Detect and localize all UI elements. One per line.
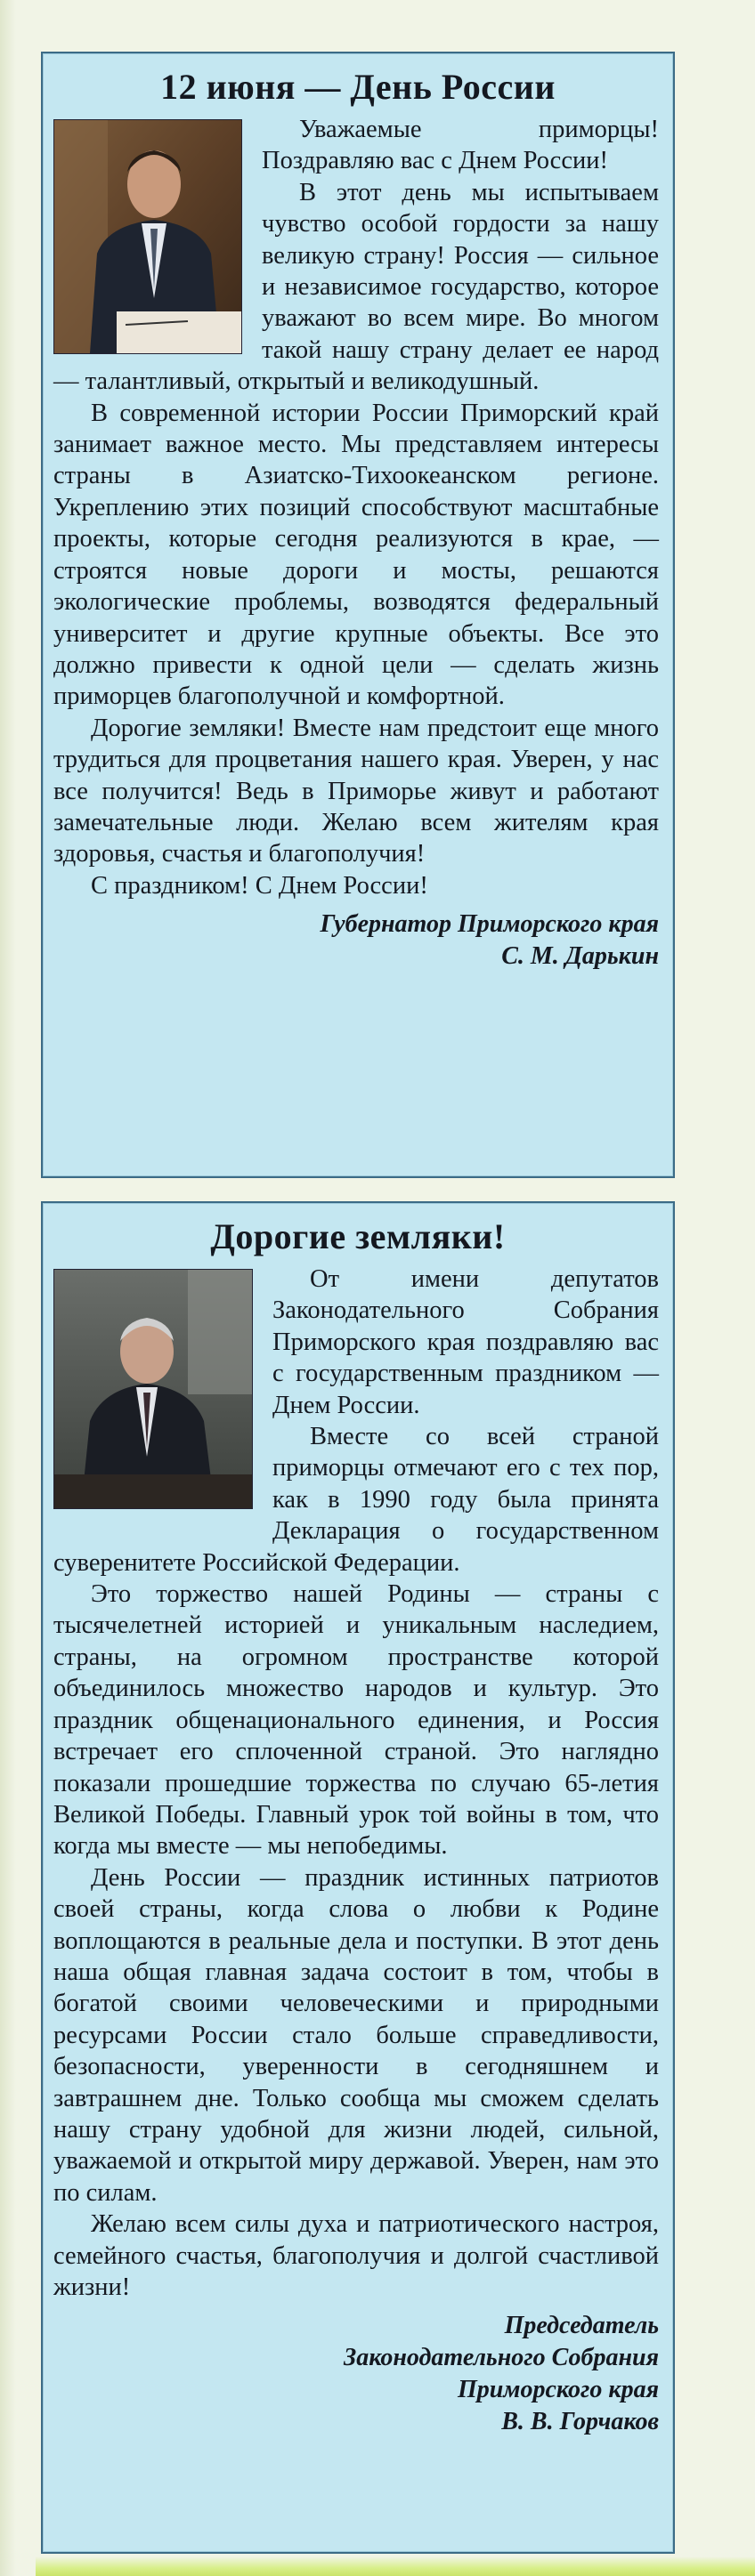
article-day-of-russia xyxy=(41,52,675,1178)
signature-line: Председатель xyxy=(504,2312,659,2340)
article-body xyxy=(43,114,673,901)
bottom-color-strip xyxy=(36,2556,755,2576)
article-body xyxy=(43,1264,673,2303)
paragraph: Это торжество нашей Родины — страны с тысячелетней историей и уникальным наследием, страны, на огромном пространстве которой объединилось множество народов и культур. Это праздник общенационального единения, и Россия встречает его сплоченной страной. Это наглядно показали прошедшие торжества по случаю 65-летия Великой Победы. Главный урок той войны в том, что когда мы вместе — мы непобедимы. xyxy=(53,1580,659,1861)
paragraph: От имени депутатов Законодательного Собрания Приморского края поздравляю вас с государственным праздником — Днем России. xyxy=(272,1265,659,1419)
portrait-photo-icon xyxy=(54,120,241,353)
article-dear-countrymen xyxy=(41,1201,675,2554)
paragraph: В этот день мы испытываем чувство особой гордости за нашу великую страну! Россия — сильное и независимое государство, которое уважают во всем мире. Во многом такой нашу страну делает ее народ — талантливый, открытый и великодушный. xyxy=(53,178,659,396)
signature-line: Законодательного Собрания xyxy=(343,2344,659,2372)
governor-portrait-photo xyxy=(53,119,242,354)
paragraph: Вместе со всей страной приморцы отмечают его с тех пор, как в 1990 году была принята Декларация о государственном суверенитете Российской Федерации. xyxy=(53,1423,659,1577)
page-edge xyxy=(0,0,16,2576)
signature-line: Приморского края xyxy=(457,2376,659,2404)
article-title: 12 июня — День России xyxy=(160,67,556,107)
signature-block xyxy=(43,901,673,973)
signature-name: В. В. Горчаков xyxy=(501,2408,659,2436)
paragraph: День России — праздник истинных патриотов своей страны, когда слова о любви к Родине воплощаются в реальные дела и поступки. В этот день наша общая главная задача состоит в том, чтобы в богатой своими человеческими и природными ресурсами России стало больше справедливости, безопасности, уверенности в сегодняшнем и завтрашнем дне. Только сообща мы сможем сделать нашу страну удобной для жизни людей, сильной, уважаемой и открытой миру державой. Уверен, нам это по силам. xyxy=(53,1863,659,2207)
paragraph: Дорогие земляки! Вместе нам предстоит еще много трудиться для процветания нашего края. Уверен, у нас все получится! Ведь в Приморье живут и работают замечательные люди. Желаю всем жителям края здоровья, счастья и благополучия! xyxy=(53,714,659,868)
chairman-portrait-photo xyxy=(53,1269,253,1509)
signature-position: Губернатор Приморского края xyxy=(320,910,659,939)
paragraph: Желаю всем силы духа и патриотического настроя, семейного счастья, благополучия и долгой счастливой жизни! xyxy=(53,2210,659,2301)
article-title: Дорогие земляки! xyxy=(210,1216,506,1256)
paragraph: В современной истории России Приморский край занимает важное место. Мы представляем интересы страны в Азиатско-Тихоокеанском регионе. Укреплению этих позиций способствуют масштабные проекты, которые сегодня реализуются в крае, — строятся новые дороги и мосты, решаются экологические проблемы, возводятся федеральный университет и другие крупные объекты. Все это должно привести к одной цели — сделать жизнь приморцев благополучной и комфортной. xyxy=(53,399,659,711)
paragraph: С праздником! С Днем России! xyxy=(91,871,428,900)
paragraph: Уважаемые приморцы! Поздравляю вас с Днем России! xyxy=(262,116,659,175)
signature-name: С. М. Дарькин xyxy=(501,942,659,971)
signature-block xyxy=(43,2303,673,2438)
portrait-photo-icon xyxy=(54,1270,252,1508)
